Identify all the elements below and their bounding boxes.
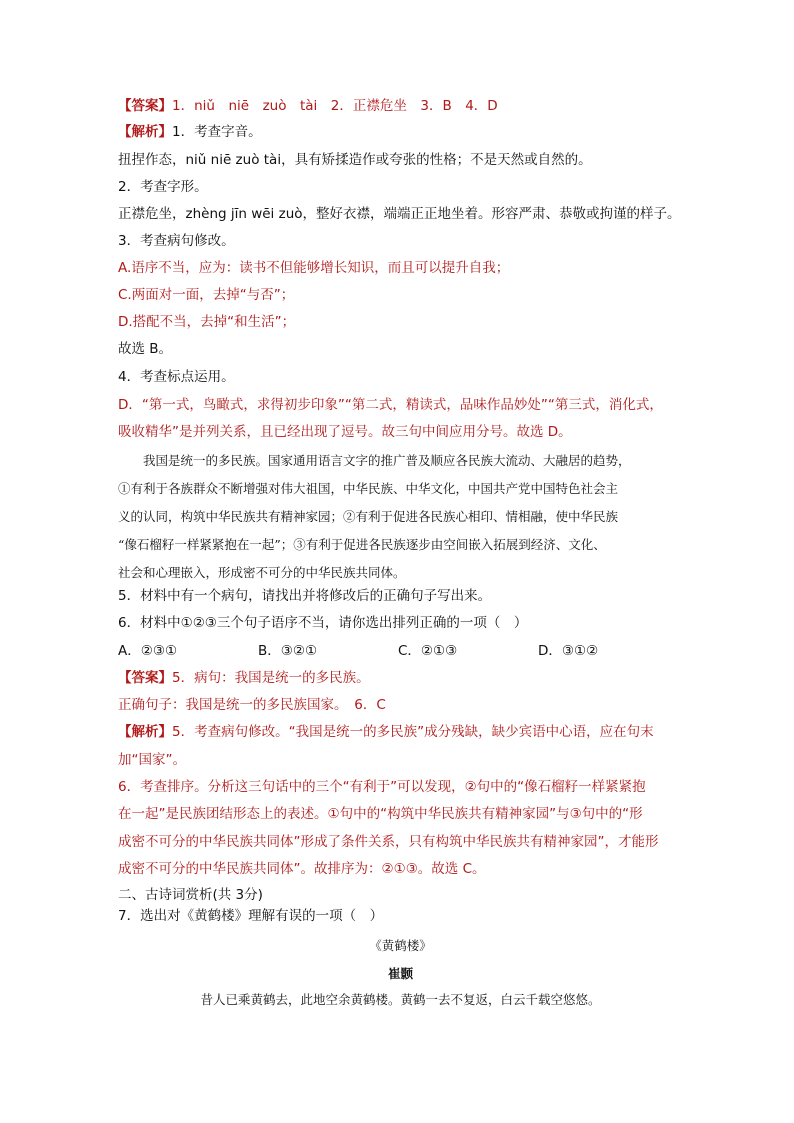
analysis-line: 成密不可分的中华民族共同体”。故排序为：②①③。故选 C。 [118, 861, 486, 877]
answer-tag: 【答案】 [118, 98, 172, 114]
material-line: 社会和心理嵌入，形成密不可分的中华民族共同体。 [118, 565, 406, 580]
option-d: D．③①② [538, 643, 599, 659]
analysis-line: 3．考查病句修改。 [118, 233, 235, 249]
analysis-line-2 [118, 722, 654, 742]
analysis-tag: 【解析】 [118, 124, 172, 140]
question-6: 6．材料中①②③三个句子语序不当，请你选出排列正确的一项（ ） [118, 615, 528, 631]
material-line: “像石榴籽一样紧紧抱在一起”；③有利于促进各民族逐步由空间嵌入拓展到经济、文化、 [118, 537, 606, 552]
answer-line-2b: 正确句子：我国是统一的多民族国家。 6．C [118, 697, 386, 713]
analysis-line: 扭捏作态，niǔ niē zuò tài，具有矫揉造作或夸张的性格；不是天然或自然的。 [118, 152, 592, 168]
analysis-line: 4．考查标点运用。 [118, 369, 235, 385]
option-c: C．②①③ [398, 643, 458, 659]
analysis-line: 6．考查排序。分析这三句话中的三个“有利于”可以发现，②句中的“像石榴籽一样紧紧抱 [118, 779, 646, 795]
poem-author: 崔颢 [387, 966, 413, 981]
analysis-line: 正襟危坐，zhèng jīn wēi zuò，整好衣襟，端端正正地坐着。形容严肃、恭敬或拘谨的样子。 [118, 206, 681, 222]
question-7: 7．选出对《黄鹤楼》理解有误的一项（ ） [118, 908, 384, 924]
analysis-text: 5．考查病句修改。“我国是统一的多民族”成分残缺，缺少宾语中心语，应在句末 [172, 724, 654, 740]
option-a: A．②③① [118, 643, 178, 659]
analysis-line: 2．考查字形。 [118, 179, 208, 195]
analysis-line: 吸收精华”是并列关系，且已经出现了逗号。故三句中间应用分号。故选 D。 [118, 424, 572, 440]
section-heading: 二、古诗词赏析(共 3分) [118, 887, 263, 903]
poem-line: 昔人已乘黄鹤去，此地空余黄鹤楼。黄鹤一去不复返，白云千载空悠悠。 [200, 992, 601, 1007]
analysis-line: D．“第一式，鸟瞰式，求得初步印象”“第二式，精读式，品味作品妙处”“第三式，消化式， [118, 397, 663, 413]
analysis-line: D.搭配不当，去掉“和生活”； [118, 314, 296, 330]
analysis-text: 1．考查字音。 [172, 124, 262, 140]
option-b: B．③②① [258, 643, 318, 659]
material-line: 义的认同，构筑中华民族共有精神家园；②有利于促进各民族心相印、情相融，使中华民族 [118, 509, 619, 524]
question-5: 5．材料中有一个病句，请找出并将修改后的正确句子写出来。 [118, 588, 492, 604]
reading-material [118, 447, 683, 587]
analysis-line: 在一起”是民族团结形态上的表述。①句中的“构筑中华民族共有精神家园”与③句中的“形 [118, 806, 643, 822]
analysis-line: C.两面对一面，去掉“与否”； [118, 287, 295, 303]
analysis-line: 成密不可分的中华民族共同体”形成了条件关系，只有构筑中华民族共有精神家园”，才能形 [118, 834, 659, 850]
question-6-options [118, 641, 678, 661]
analysis-line-1 [118, 122, 262, 142]
answer-text: 1．niǔ niē zuò tài 2．正襟危坐 3．B 4．D [172, 98, 498, 114]
answer-tag: 【答案】 [118, 670, 172, 686]
poem-title: 《黄鹤楼》 [369, 938, 432, 953]
material-line: ①有利于各族群众不断增强对伟大祖国，中华民族、中华文化，中国共产党中国特色社会主 [118, 481, 619, 496]
answer-text: 5．病句：我国是统一的多民族。 [172, 670, 370, 686]
answer-line-2 [118, 668, 370, 688]
analysis-line: A.语序不当，应为：读书不但能够增长知识，而且可以提升自我； [118, 260, 510, 276]
analysis-line: 加“国家”。 [118, 752, 186, 768]
analysis-line: 故选 B。 [118, 341, 173, 357]
material-line: 我国是统一的多民族。国家通用语言文字的推广普及顺应各民族大流动、大融居的趋势， [118, 453, 631, 468]
analysis-tag: 【解析】 [118, 724, 172, 740]
answer-line-1 [118, 96, 498, 116]
